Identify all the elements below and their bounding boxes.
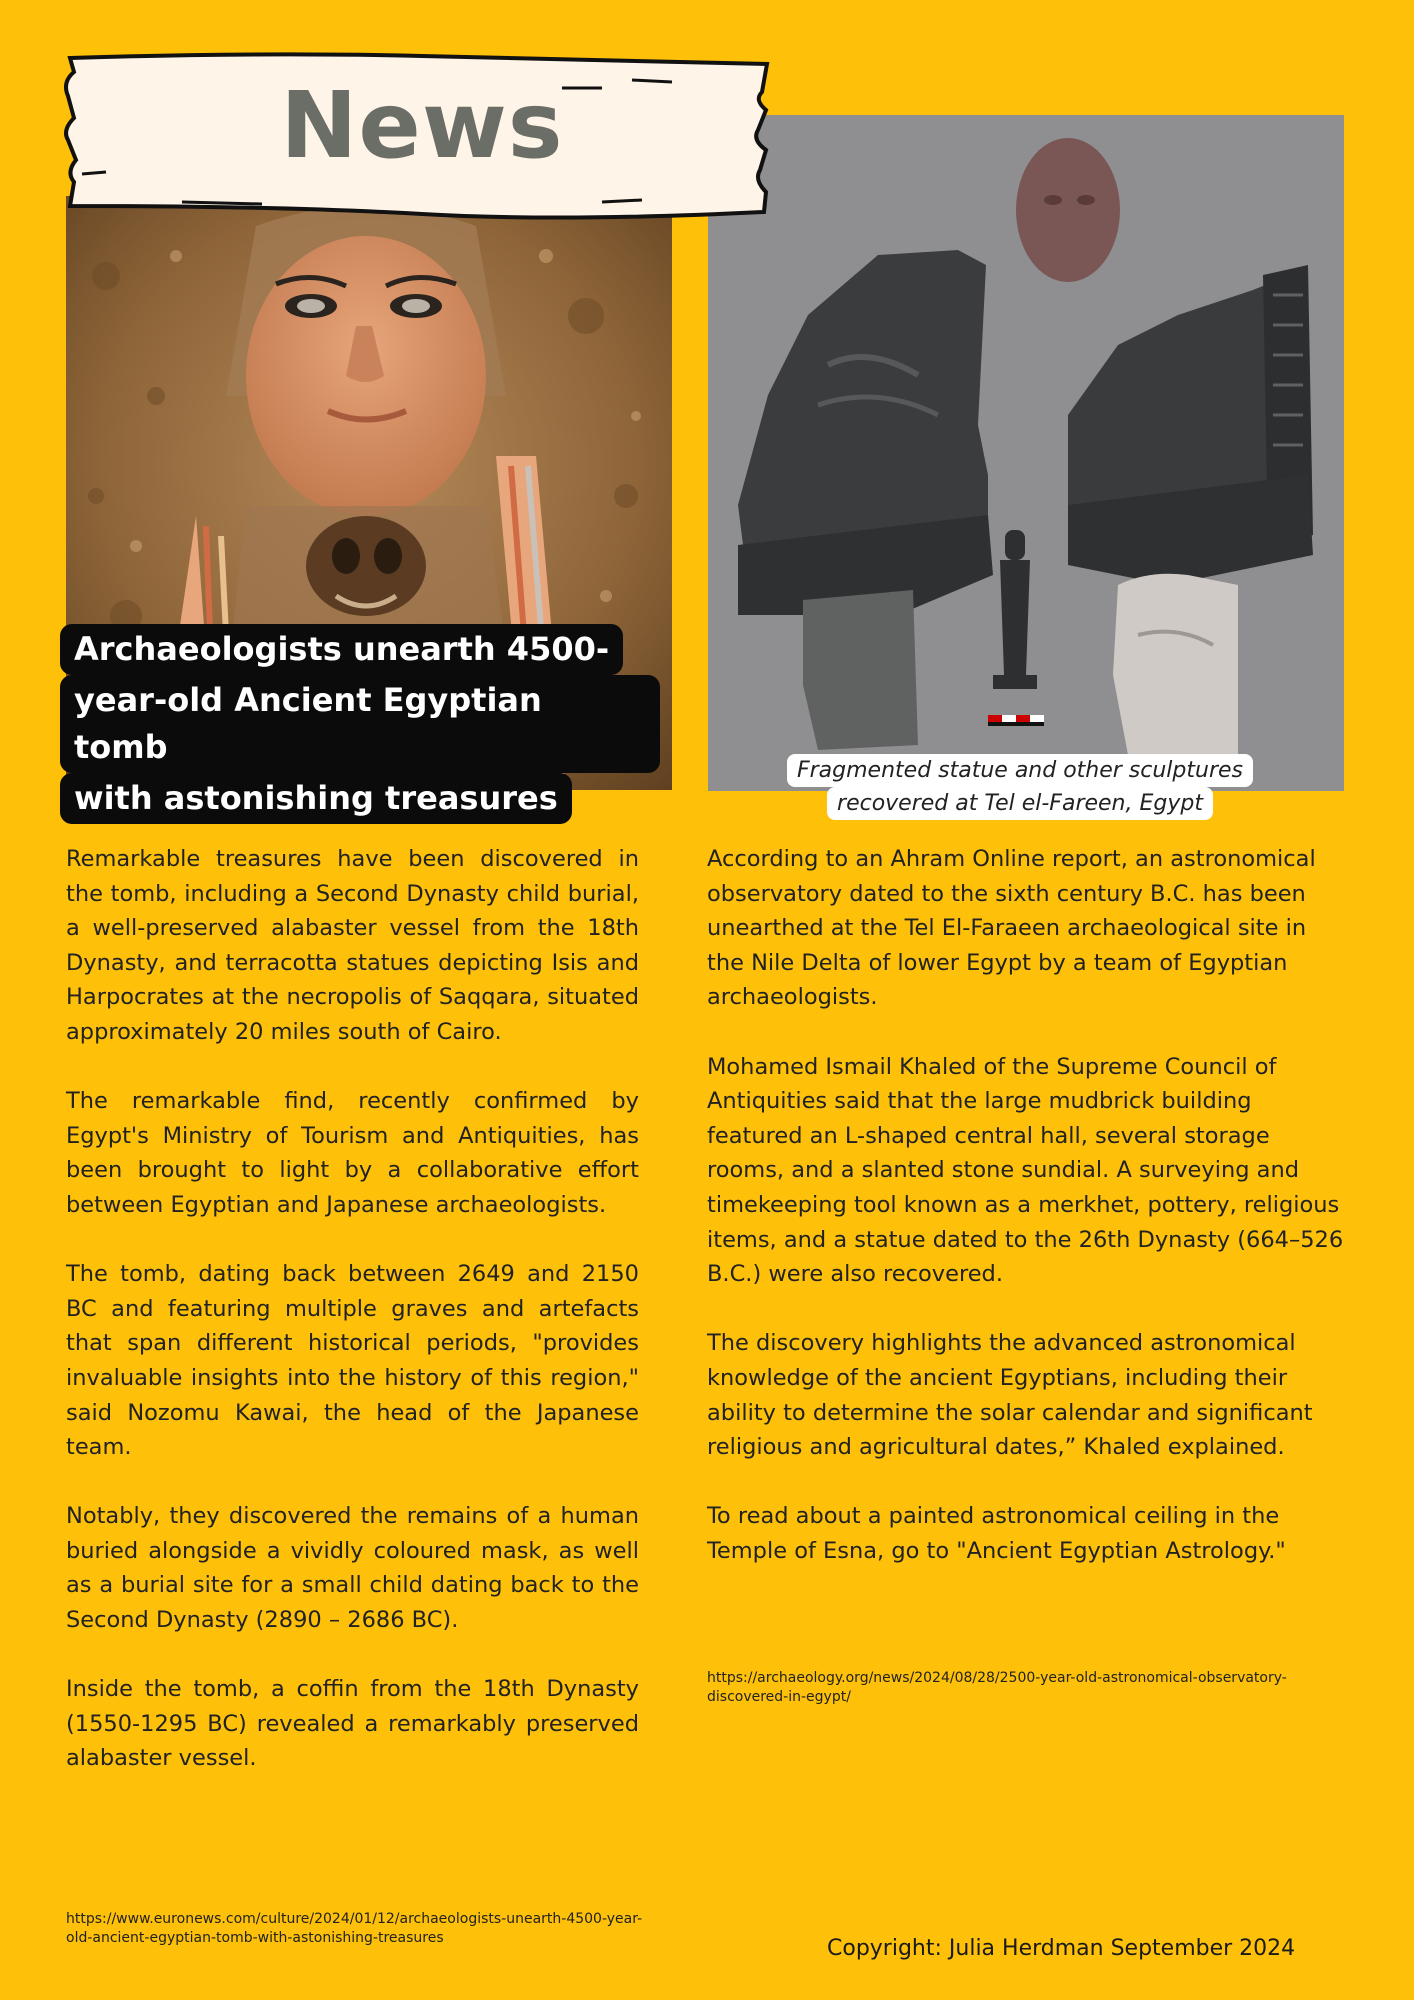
artifact-photo [708,115,1344,791]
copyright: Copyright: Julia Herdman September 2024 [827,1936,1296,1961]
source-link-right[interactable]: https://archaeology.org/news/2024/08/28/2500-year-old-astronomical-observatory-discovered-in-egypt/ [707,1670,1287,1705]
headline [60,624,660,824]
paragraph: Notably, they discovered the remains of a human buried alongside a vividly coloured mask, as well as a burial site for a small child dating back to the Second Dynasty (2890 – 2686 BC). [66,1503,639,1634]
source-link-left[interactable]: https://www.euronews.com/culture/2024/01/12/archaeologists-unearth-4500-year-old-ancient-egyptian-tomb-with-astonishing-treasures [66,1911,643,1946]
left-article [66,842,639,1811]
paragraph: Mohamed Ismail Khaled of the Supreme Council of Antiquities said that the large mudbrick building featured an L-shaped central hall, several storage rooms, and a slanted stone sundial. A surveying and timekeeping tool known as a merkhet, pottery, religious items, and a statue dated to the 26th Dynasty (664–526 B.C.) were also recovered. [707,1053,1344,1288]
caption-line: Fragmented statue and other sculptures [787,754,1253,787]
news-title: News [280,72,564,179]
paragraph: The remarkable find, recently confirmed by Egypt's Ministry of Tourism and Antiquities, has been brought to light by a collaborative effort between Egyptian and Japanese archaeologists. [66,1088,639,1218]
paragraph: According to an Ahram Online report, an astronomical observatory dated to the sixth century B.C. has been unearthed at the Tel El-Faraeen archaeological site in the Nile Delta of lower Egypt by a team of Egyptian archaeologists. [707,846,1316,1011]
headline-line: year-old Ancient Egyptian tomb [60,675,660,773]
caption-line: recovered at Tel el-Fareen, Egypt [827,787,1213,820]
paragraph: The tomb, dating back between 2649 and 2150 BC and featuring multiple graves and artefacts that span different historical periods, "provides invaluable insights into the history of this region," said Nozomu Kawai, the head of the Japanese team. [66,1261,639,1461]
photo-caption [760,754,1280,820]
paragraph: Inside the tomb, a coffin from the 18th Dynasty (1550-1295 BC) revealed a remarkably preserved alabaster vessel. [66,1676,639,1772]
paragraph: Remarkable treasures have been discovered in the tomb, including a Second Dynasty child burial, a well-preserved alabaster vessel from the 18th Dynasty, and terracotta statues depicting Isis and Harpocrates at the necropolis of Saqqara, situated approximately 20 miles south of Cairo. [66,846,639,1045]
right-article [707,842,1347,1603]
headline-line: Archaeologists unearth 4500- [60,624,623,675]
paragraph: To read about a painted astronomical ceiling in the Temple of Esna, go to "Ancient Egyptian Astrology." [707,1503,1286,1564]
headline-line: with astonishing treasures [60,773,572,824]
paragraph: The discovery highlights the advanced astronomical knowledge of the ancient Egyptians, including their ability to determine the solar calendar and significant religious and agricultural dates,” Khaled explained. [707,1330,1313,1461]
news-banner [62,52,782,220]
